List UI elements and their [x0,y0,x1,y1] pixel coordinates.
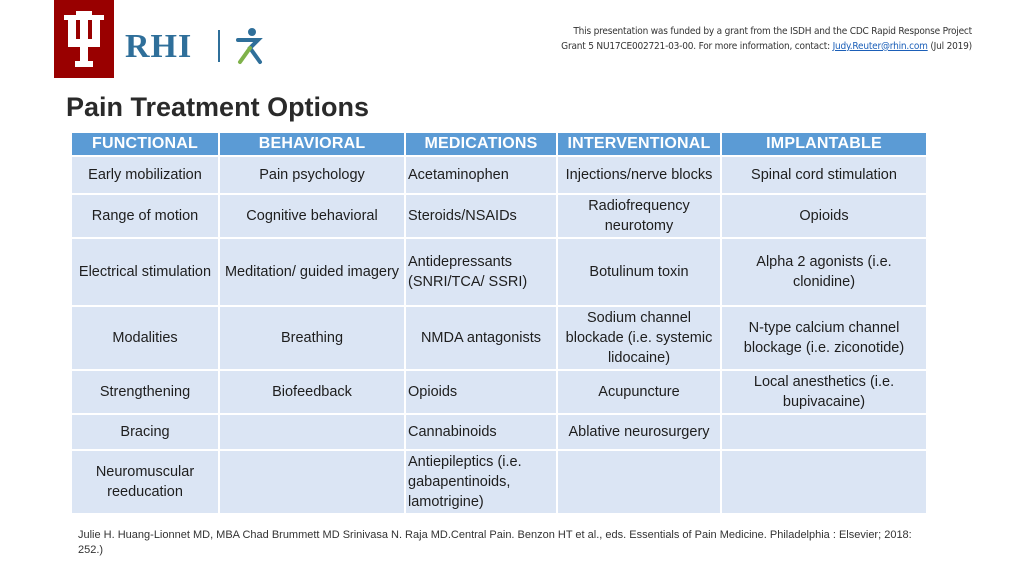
table-cell: Alpha 2 agonists (i.e. clonidine) [722,239,926,305]
grant-line-2 [561,39,972,54]
table-cell: Radiofrequency neurotomy [558,195,720,237]
table-row [72,371,926,413]
page-title: Pain Treatment Options [66,92,370,122]
table-cell [220,451,404,513]
iu-logo [54,0,114,78]
logo-divider [218,30,220,62]
grant-line-2-suffix: (Jul 2019) [930,41,972,52]
table-row [72,157,926,193]
table-cell: Early mobilization [72,157,218,193]
table-cell: NMDA antagonists [406,307,556,369]
table-row [72,307,926,369]
table-cell: Meditation/ guided imagery [220,239,404,305]
table-cell: Pain psychology [220,157,404,193]
iu-trident-icon [62,11,106,67]
table-cell: Sodium channel blockade (i.e. systemic lidocaine) [558,307,720,369]
table-cell [722,451,926,513]
table-cell [722,415,926,449]
header-implantable: IMPLANTABLE [722,133,926,155]
table-cell: Spinal cord stimulation [722,157,926,193]
table-cell: Antidepressants (SNRI/TCA/ SSRI) [406,239,556,305]
grant-line-2-prefix: Grant 5 NU17CE002721-03-00. For more information, contact: [561,41,830,52]
header-interventional: INTERVENTIONAL [558,133,720,155]
table-row [72,451,926,513]
contact-email-link[interactable]: Judy.Reuter@rhin.com [832,41,928,52]
rhi-figure-icon [228,26,268,66]
table-cell [220,415,404,449]
table-cell: Cognitive behavioral [220,195,404,237]
table-header-row [72,133,926,155]
table-cell: Modalities [72,307,218,369]
table-row [72,195,926,237]
table-cell: Biofeedback [220,371,404,413]
table-cell: N-type calcium channel blockage (i.e. ziconotide) [722,307,926,369]
grant-notice [561,24,972,54]
table-cell: Breathing [220,307,404,369]
table-cell: Injections/nerve blocks [558,157,720,193]
pain-treatment-table [70,131,928,515]
table-cell: Electrical stimulation [72,239,218,305]
table-cell: Botulinum toxin [558,239,720,305]
table-cell: Neuromuscular reeducation [72,451,218,513]
table-row [72,239,926,305]
table-cell: Steroids/NSAIDs [406,195,556,237]
citation-text: Julie H. Huang-Lionnet MD, MBA Chad Brummett MD Srinivasa N. Raja MD.Central Pain. Benzon HT et al., eds. Essentials of Pain Medicine. Philadelphia : Elsevier; 2018: 252.) [78,529,912,556]
table-cell: Acupuncture [558,371,720,413]
table-cell: Bracing [72,415,218,449]
table-cell: Local anesthetics (i.e. bupivacaine) [722,371,926,413]
table-cell: Range of motion [72,195,218,237]
header-behavioral: BEHAVIORAL [220,133,404,155]
table-cell: Opioids [406,371,556,413]
table-cell: Ablative neurosurgery [558,415,720,449]
header-functional: FUNCTIONAL [72,133,218,155]
table-cell [558,451,720,513]
grant-line-1: This presentation was funded by a grant from the ISDH and the CDC Rapid Response Project [573,26,972,37]
header-medications: MEDICATIONS [406,133,556,155]
table-row [72,415,926,449]
rhi-logo-text: RHI [125,28,193,65]
table-cell: Cannabinoids [406,415,556,449]
table-cell: Acetaminophen [406,157,556,193]
table-cell: Antiepileptics (i.e. gabapentinoids, lamotrigine) [406,451,556,513]
table-cell: Strengthening [72,371,218,413]
table-cell: Opioids [722,195,926,237]
